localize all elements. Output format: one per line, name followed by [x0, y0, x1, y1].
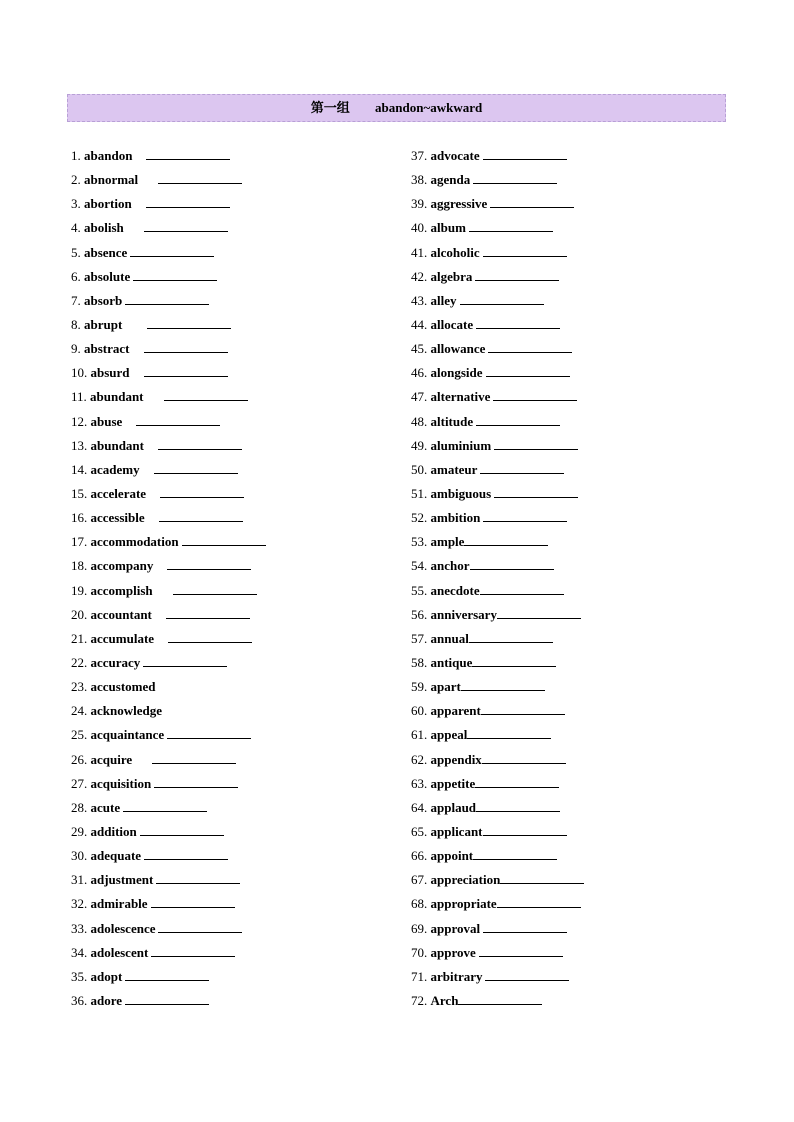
vocab-item [71, 919, 266, 943]
vocab-item [411, 629, 584, 653]
vocab-item [71, 967, 266, 991]
item-number: 53. [411, 534, 428, 550]
answer-blank[interactable] [164, 387, 248, 401]
vocab-word: ambiguous [430, 485, 492, 501]
answer-blank[interactable] [458, 991, 542, 1005]
item-number: 4. [71, 220, 81, 236]
vocab-item [411, 170, 584, 194]
item-number: 27. [71, 775, 88, 791]
answer-blank[interactable] [483, 919, 567, 933]
answer-blank[interactable] [479, 943, 563, 957]
answer-blank[interactable] [130, 243, 214, 257]
vocab-item [411, 532, 584, 556]
vocab-item [411, 556, 584, 580]
item-number: 12. [71, 413, 88, 429]
item-number: 32. [71, 896, 88, 912]
vocab-word: advocate [430, 148, 480, 163]
vocab-word: apparent [430, 703, 481, 719]
answer-blank[interactable] [151, 943, 235, 957]
vocab-item [411, 267, 584, 291]
answer-blank[interactable] [473, 846, 557, 860]
answer-blank[interactable] [480, 460, 564, 474]
answer-blank[interactable] [167, 725, 251, 739]
vocab-word: alongside [430, 365, 483, 381]
vocab-item [71, 653, 266, 677]
vocab-word: appropriate [430, 896, 497, 912]
item-number: 14. [71, 461, 88, 477]
vocab-item [71, 170, 266, 194]
answer-blank[interactable] [485, 967, 569, 981]
vocab-word: anchor [430, 558, 470, 574]
vocab-word: aggressive [430, 196, 488, 212]
vocab-item [71, 194, 266, 218]
vocab-item [411, 146, 584, 170]
item-number: 3. [71, 196, 81, 212]
answer-blank[interactable] [140, 822, 224, 836]
item-number: 6. [71, 268, 81, 284]
vocab-item [411, 894, 584, 918]
vocab-word: accustomed [90, 679, 156, 695]
answer-blank[interactable] [494, 436, 578, 450]
answer-blank[interactable] [125, 291, 209, 305]
vocab-word: addition [90, 823, 137, 839]
vocab-item [411, 508, 584, 532]
item-number: 65. [411, 823, 428, 839]
item-number: 54. [411, 558, 428, 574]
answer-blank[interactable] [490, 194, 574, 208]
answer-blank[interactable] [473, 170, 557, 184]
answer-blank[interactable] [470, 556, 554, 570]
answer-blank[interactable] [476, 798, 560, 812]
vocab-word: alternative [430, 389, 491, 405]
vocab-item [71, 387, 266, 411]
vocab-word: acknowledge [90, 703, 162, 719]
vocab-word: adolescent [90, 944, 149, 960]
vocab-item [71, 798, 266, 822]
answer-blank[interactable] [475, 267, 559, 281]
vocab-item [71, 484, 266, 508]
vocab-item [71, 822, 266, 846]
vocab-word: abortion [84, 196, 132, 212]
item-number: 26. [71, 751, 88, 767]
vocab-word: alcoholic [430, 244, 480, 260]
vocab-word: algebra [430, 268, 473, 284]
item-number: 13. [71, 437, 88, 453]
vocab-word: appreciation [430, 872, 501, 888]
answer-blank[interactable] [469, 629, 553, 643]
vocab-word: allowance [430, 341, 486, 357]
vocab-word: adequate [90, 848, 142, 864]
answer-blank[interactable] [166, 605, 250, 619]
vocab-item [411, 291, 584, 315]
vocab-item [411, 774, 584, 798]
answer-blank[interactable] [136, 412, 220, 426]
answer-blank[interactable] [464, 532, 548, 546]
vocab-item [71, 677, 266, 701]
vocab-word: anniversary [430, 606, 497, 622]
item-number: 25. [71, 727, 88, 743]
answer-blank[interactable] [146, 194, 230, 208]
item-number: 35. [71, 968, 88, 984]
vocab-item [411, 943, 584, 967]
item-number: 41. [411, 244, 428, 260]
item-number: 28. [71, 799, 88, 815]
item-number: 17. [71, 534, 88, 550]
answer-blank[interactable] [144, 846, 228, 860]
vocab-word: ambition [430, 510, 481, 526]
item-number: 60. [411, 703, 428, 719]
vocab-item [411, 870, 584, 894]
vocab-word: approve [430, 944, 476, 960]
vocab-item [71, 629, 266, 653]
answer-blank[interactable] [483, 146, 567, 160]
vocab-word: allocate [430, 316, 474, 332]
vocab-item [71, 243, 266, 267]
vocab-word: absolute [84, 268, 131, 284]
item-number: 21. [71, 630, 88, 646]
vocab-item [411, 967, 584, 991]
group-title-banner [67, 94, 726, 122]
vocab-item [71, 339, 266, 363]
vocab-item [411, 315, 584, 339]
vocab-item [411, 846, 584, 870]
answer-blank[interactable] [125, 991, 209, 1005]
vocab-word: appoint [430, 848, 474, 864]
vocab-word: abstract [84, 341, 130, 357]
vocab-item [411, 677, 584, 701]
item-number: 30. [71, 848, 88, 864]
vocab-column-left [71, 146, 266, 1015]
answer-blank[interactable] [146, 146, 230, 160]
vocab-word: accessible [90, 510, 145, 526]
vocab-word: altitude [430, 413, 474, 429]
vocab-word: abnormal [84, 172, 139, 188]
answer-blank[interactable] [483, 822, 567, 836]
answer-blank[interactable] [156, 870, 240, 884]
vocab-item [71, 774, 266, 798]
vocab-item [71, 725, 266, 749]
vocab-word: accountant [90, 606, 152, 622]
vocab-word: acute [90, 799, 121, 815]
item-number: 23. [71, 679, 88, 695]
vocab-item [71, 436, 266, 460]
vocab-word: appetite [430, 775, 476, 791]
answer-blank[interactable] [482, 750, 566, 764]
vocab-item [71, 146, 266, 170]
vocab-word: adjustment [90, 872, 154, 888]
vocab-word: accommodation [90, 534, 179, 550]
item-number: 51. [411, 485, 428, 501]
vocab-word: alley [430, 292, 457, 308]
vocab-word: abuse [90, 413, 123, 429]
vocab-item [411, 822, 584, 846]
item-number: 57. [411, 630, 428, 646]
answer-blank[interactable] [144, 339, 228, 353]
answer-blank[interactable] [486, 363, 570, 377]
item-number: 59. [411, 679, 428, 695]
item-number: 43. [411, 292, 428, 308]
vocab-item [71, 605, 266, 629]
answer-blank[interactable] [143, 653, 227, 667]
item-number: 20. [71, 606, 88, 622]
vocab-word: aluminium [430, 437, 492, 453]
item-number: 66. [411, 848, 428, 864]
item-number: 36. [71, 992, 88, 1008]
vocab-item [71, 460, 266, 484]
item-number: 34. [71, 944, 88, 960]
answer-blank[interactable] [158, 436, 242, 450]
item-number: 42. [411, 268, 428, 284]
vocab-item [411, 436, 584, 460]
vocab-item [71, 508, 266, 532]
answer-blank[interactable] [144, 218, 228, 232]
item-number: 39. [411, 196, 428, 212]
vocab-item [71, 581, 266, 605]
vocab-word: annual [430, 630, 469, 646]
answer-blank[interactable] [476, 315, 560, 329]
item-number: 45. [411, 341, 428, 357]
vocab-word: adopt [90, 968, 123, 984]
vocab-word: appendix [430, 751, 482, 767]
vocab-item [411, 460, 584, 484]
vocab-item [71, 291, 266, 315]
item-number: 68. [411, 896, 428, 912]
vocab-item [411, 991, 584, 1015]
group-label: 第一组 [310, 100, 350, 115]
item-number: 49. [411, 437, 428, 453]
answer-blank[interactable] [147, 315, 231, 329]
vocab-item [411, 339, 584, 363]
vocab-word: abandon [84, 148, 133, 163]
item-number: 7. [71, 292, 81, 308]
vocab-item [71, 870, 266, 894]
vocab-item [411, 750, 584, 774]
vocab-word: accelerate [90, 485, 147, 501]
item-number: 10. [71, 365, 88, 381]
answer-blank[interactable] [476, 412, 560, 426]
vocab-word: accompany [90, 558, 154, 574]
vocab-item [411, 798, 584, 822]
item-number: 19. [71, 582, 88, 598]
answer-blank[interactable] [493, 387, 577, 401]
vocab-item [411, 194, 584, 218]
vocab-word: academy [90, 461, 140, 477]
vocab-item [71, 894, 266, 918]
vocab-item [411, 412, 584, 436]
answer-blank[interactable] [483, 243, 567, 257]
item-number: 18. [71, 558, 88, 574]
answer-blank[interactable] [152, 750, 236, 764]
item-number: 69. [411, 920, 428, 936]
vocab-word: album [430, 220, 466, 236]
item-number: 70. [411, 944, 428, 960]
vocab-item [71, 701, 266, 725]
answer-blank[interactable] [488, 339, 572, 353]
vocab-word: adore [90, 992, 123, 1008]
answer-blank[interactable] [182, 532, 266, 546]
item-number: 61. [411, 727, 428, 743]
vocab-item [71, 991, 266, 1015]
vocab-word: accomplish [90, 582, 153, 598]
vocab-item [71, 315, 266, 339]
item-number: 16. [71, 510, 88, 526]
vocab-item [411, 243, 584, 267]
vocab-item [71, 556, 266, 580]
vocab-word: amateur [430, 461, 478, 477]
item-number: 50. [411, 461, 428, 477]
item-number: 48. [411, 413, 428, 429]
item-number: 44. [411, 316, 428, 332]
answer-blank[interactable] [158, 170, 242, 184]
answer-blank[interactable] [460, 291, 544, 305]
vocab-word: abrupt [84, 316, 123, 332]
answer-blank[interactable] [125, 967, 209, 981]
item-number: 11. [71, 389, 87, 405]
vocab-item [411, 919, 584, 943]
answer-blank[interactable] [133, 267, 217, 281]
answer-blank[interactable] [481, 701, 565, 715]
answer-blank[interactable] [159, 508, 243, 522]
item-number: 55. [411, 582, 428, 598]
answer-blank[interactable] [160, 484, 244, 498]
vocab-word: acquire [90, 751, 133, 767]
vocab-word: abolish [84, 220, 124, 236]
vocab-item [71, 846, 266, 870]
answer-blank[interactable] [483, 508, 567, 522]
vocab-word: absurd [90, 365, 130, 381]
item-number: 62. [411, 751, 428, 767]
item-number: 58. [411, 654, 428, 670]
answer-blank[interactable] [123, 798, 207, 812]
answer-blank[interactable] [472, 653, 556, 667]
vocab-word: accumulate [90, 630, 155, 646]
answer-blank[interactable] [494, 484, 578, 498]
vocab-word: agenda [430, 172, 471, 188]
vocab-word: absence [84, 244, 128, 260]
item-number: 63. [411, 775, 428, 791]
item-number: 46. [411, 365, 428, 381]
item-number: 37. [411, 148, 428, 163]
vocab-item [411, 387, 584, 411]
vocab-word: adolescence [90, 920, 156, 936]
vocab-word: abundant [90, 437, 144, 453]
item-number: 8. [71, 316, 81, 332]
item-number: 24. [71, 703, 88, 719]
vocab-word: anecdote [430, 582, 480, 598]
vocab-word: antique [430, 654, 473, 670]
item-number: 40. [411, 220, 428, 236]
vocab-word: acquaintance [90, 727, 165, 743]
item-number: 56. [411, 606, 428, 622]
item-number: 33. [71, 920, 88, 936]
vocab-word: abundant [90, 389, 144, 405]
vocab-item [71, 267, 266, 291]
vocab-item [71, 218, 266, 242]
vocab-word: accuracy [90, 654, 141, 670]
word-range-label: abandon~awkward [375, 100, 483, 115]
vocab-item [411, 653, 584, 677]
vocab-word: absorb [84, 292, 123, 308]
item-number: 47. [411, 389, 428, 405]
vocab-word: appeal [430, 727, 468, 743]
vocab-item [71, 412, 266, 436]
answer-blank[interactable] [500, 870, 584, 884]
item-number: 72. [411, 992, 428, 1008]
vocab-item [71, 750, 266, 774]
vocab-item [411, 605, 584, 629]
vocab-item [411, 725, 584, 749]
vocab-word: applicant [430, 823, 483, 839]
item-number: 52. [411, 510, 428, 526]
item-number: 5. [71, 244, 81, 260]
answer-blank[interactable] [497, 894, 581, 908]
vocab-word: applaud [430, 799, 477, 815]
vocab-item [411, 363, 584, 387]
vocab-word: admirable [90, 896, 148, 912]
item-number: 22. [71, 654, 88, 670]
item-number: 29. [71, 823, 88, 839]
item-number: 67. [411, 872, 428, 888]
vocab-item [411, 701, 584, 725]
answer-blank[interactable] [480, 581, 564, 595]
answer-blank[interactable] [167, 556, 251, 570]
item-number: 2. [71, 172, 81, 188]
vocab-word: acquisition [90, 775, 152, 791]
answer-blank[interactable] [154, 460, 238, 474]
answer-blank[interactable] [467, 725, 551, 739]
item-number: 64. [411, 799, 428, 815]
vocab-item [411, 218, 584, 242]
answer-blank[interactable] [144, 363, 228, 377]
answer-blank[interactable] [173, 581, 257, 595]
vocab-item [411, 581, 584, 605]
item-number: 71. [411, 968, 428, 984]
vocab-word: Arch [430, 992, 459, 1008]
answer-blank[interactable] [158, 919, 242, 933]
answer-blank[interactable] [475, 774, 559, 788]
answer-blank[interactable] [168, 629, 252, 643]
vocab-word: ample [430, 534, 465, 550]
item-number: 15. [71, 485, 88, 501]
item-number: 31. [71, 872, 88, 888]
answer-blank[interactable] [461, 677, 545, 691]
answer-blank[interactable] [497, 605, 581, 619]
answer-blank[interactable] [469, 218, 553, 232]
vocab-word: apart [430, 679, 461, 695]
item-number: 9. [71, 341, 81, 357]
vocab-column-right [411, 146, 584, 1015]
vocab-item [71, 943, 266, 967]
vocab-item [71, 363, 266, 387]
vocab-word: arbitrary [430, 968, 483, 984]
vocab-item [411, 484, 584, 508]
item-number: 1. [71, 148, 81, 163]
answer-blank[interactable] [151, 894, 235, 908]
item-number: 38. [411, 172, 428, 188]
answer-blank[interactable] [154, 774, 238, 788]
vocab-item [71, 532, 266, 556]
vocab-word: approval [430, 920, 481, 936]
